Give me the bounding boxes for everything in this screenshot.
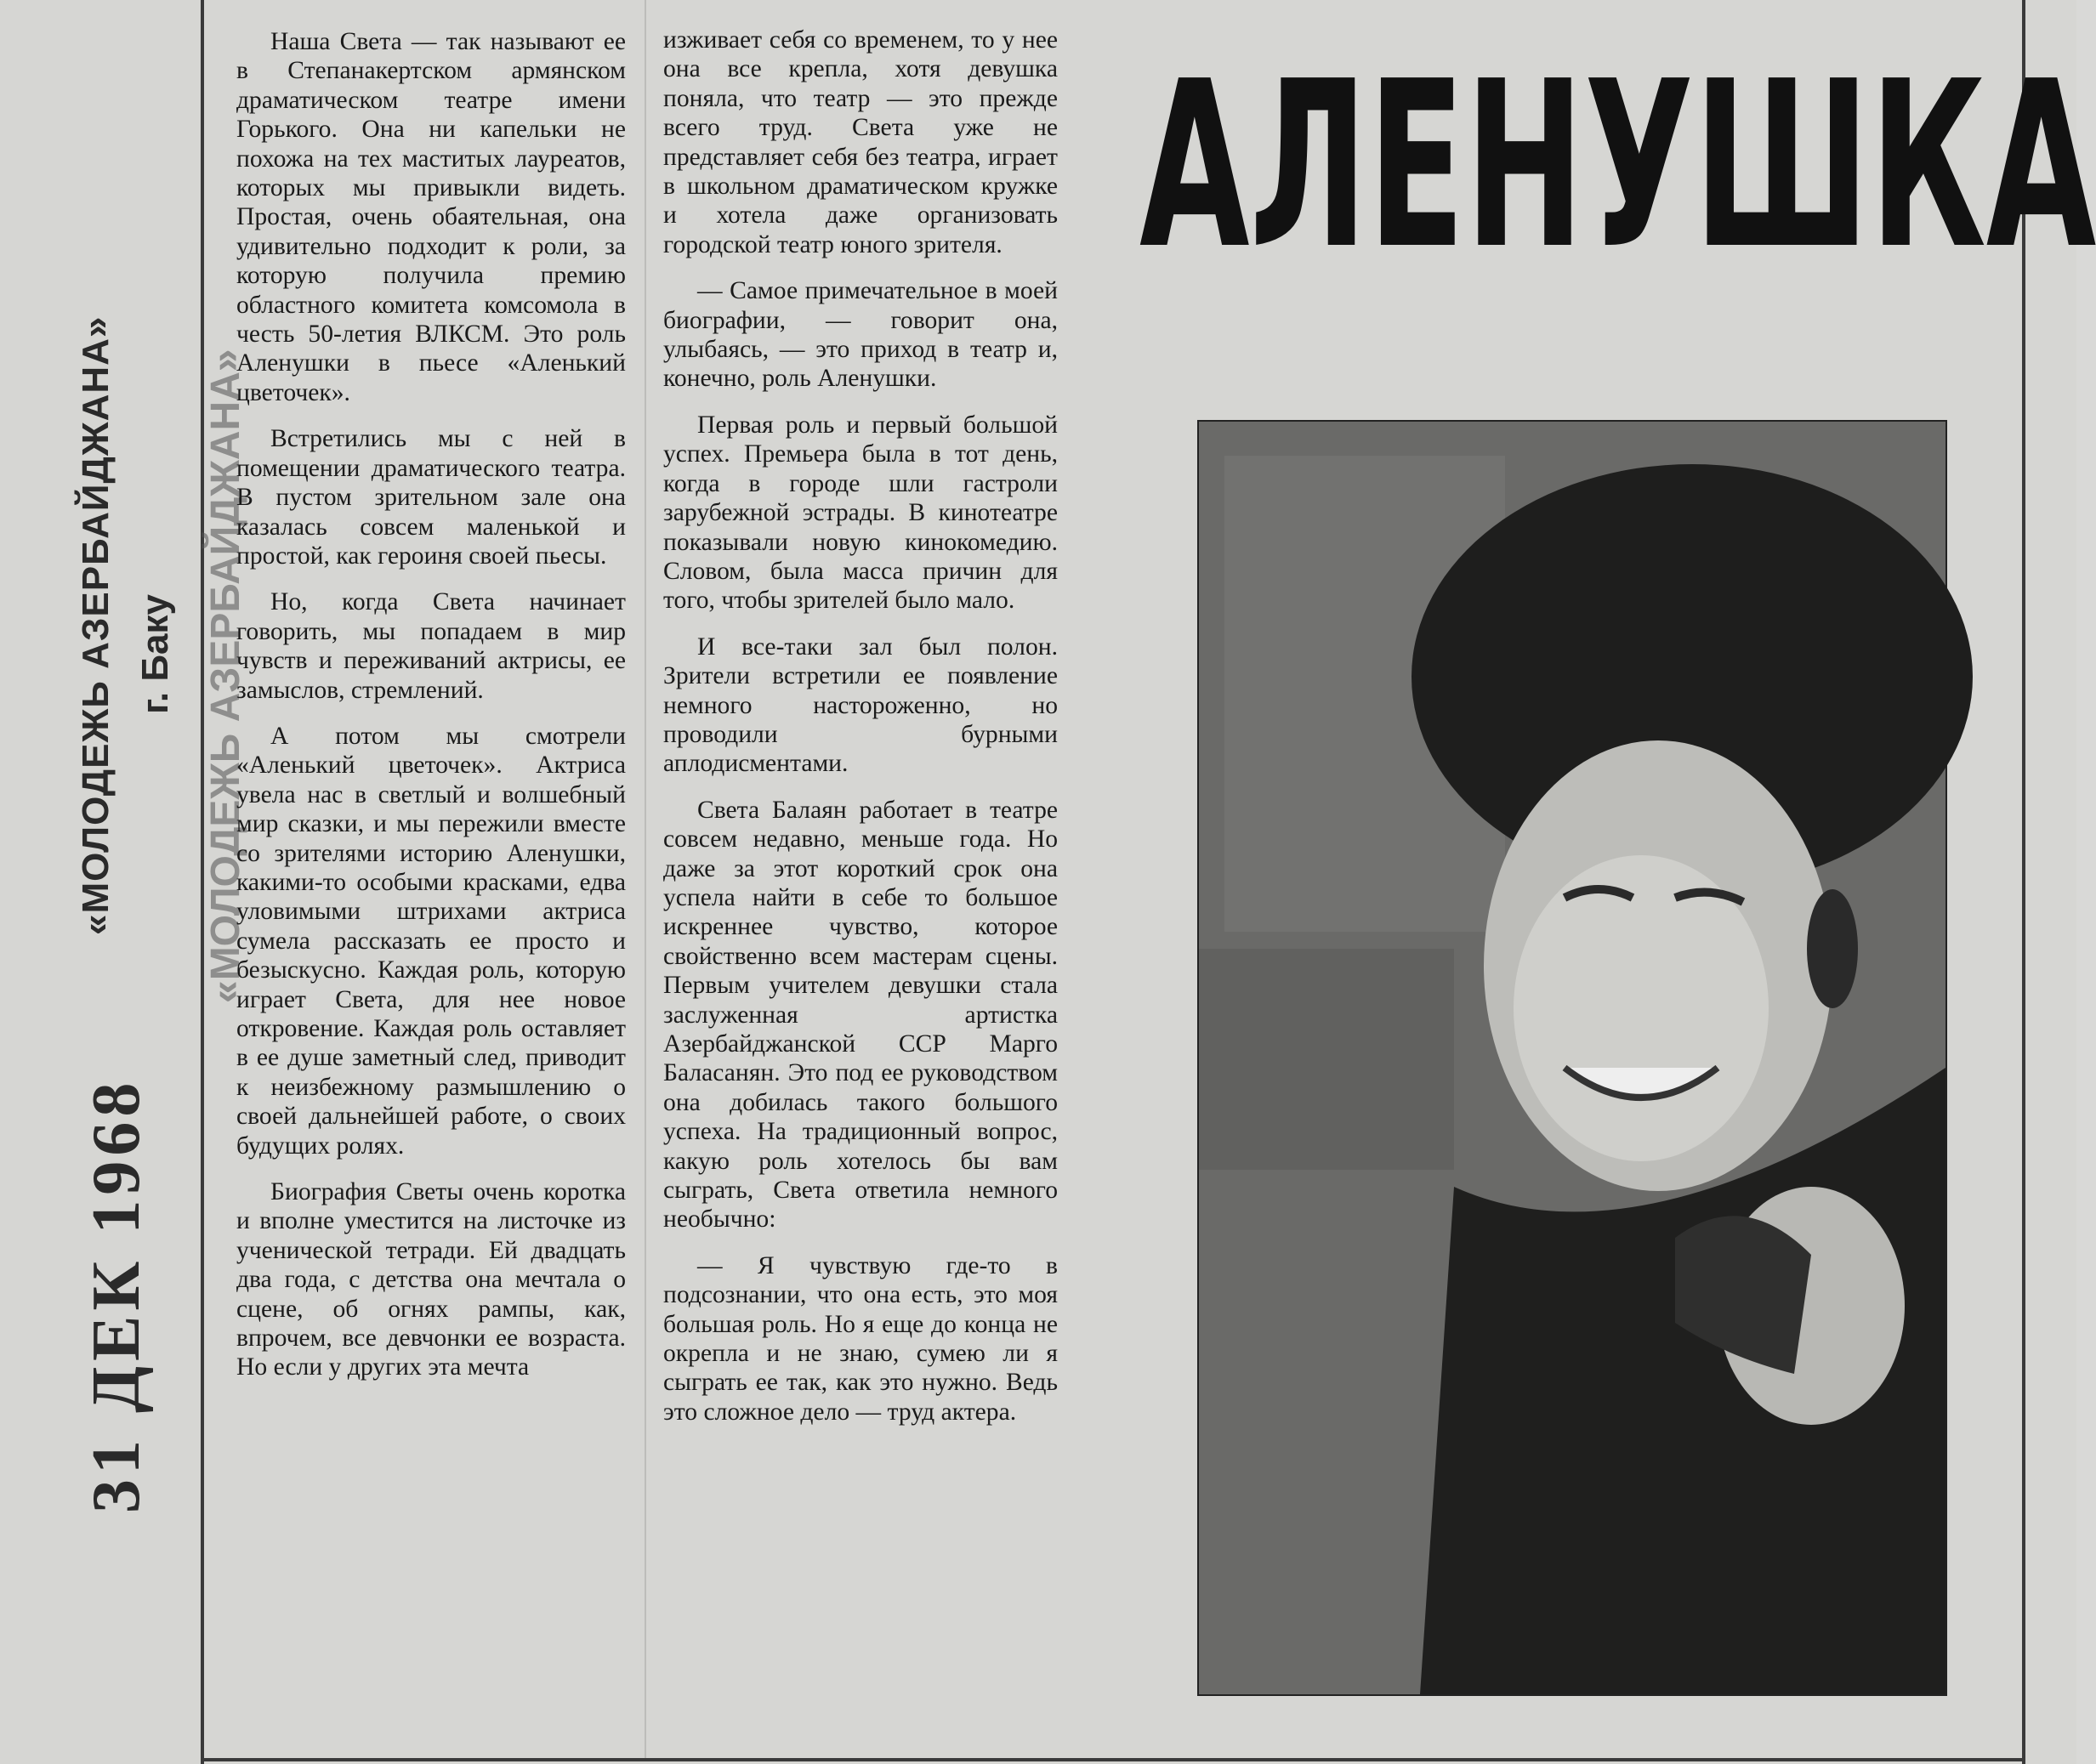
paragraph: И все-таки зал был полон. Зрители встретили ее появление немного настороженно, но проводили бурными аплодисментами. bbox=[663, 632, 1058, 778]
city-stamp: г. Баку bbox=[134, 594, 176, 714]
paragraph: — Я чувствую где-то в подсознании, что она есть, это моя большая роль. Но я еще до конца не окрепла и не знаю, сумею ли я сыграть ее так, как это нужно. Ведь это сложное дело — труд актера. bbox=[663, 1251, 1058, 1426]
headline-letter: А bbox=[1985, 31, 2096, 299]
paragraph: А потом мы смотрели «Аленький цветочек». Актриса увела нас в светлый и волшебный мир сказки, и мы пережили вместе со зрителями историю Аленушки, какими-то особыми красками, едва уловимыми штрихами актриса сумела рассказать ее просто и безыскусно. Каждая роль, которую играет Света, для нее новое откровение. Каждая роль оставляет в ее душе заметный след, приводит к неизбежному размышлению о своей дальнейшей работе, о своих будущих ролях. bbox=[236, 722, 626, 1160]
article-column-1 bbox=[236, 27, 626, 1399]
paragraph: Первая роль и первый большой успех. Премьера была в тот день, когда в городе шли гастроли зарубежной эстрады. В кинотеатре показывали новую кинокомедию. Словом, была масса причин для того, чтобы зрителей было мало. bbox=[663, 411, 1058, 615]
article-column-2 bbox=[663, 26, 1058, 1444]
faded-newspaper-stamp: «МОЛОДЕЖЬ АЗЕРБАЙДЖАНА» bbox=[203, 349, 248, 1003]
article-headline bbox=[1139, 26, 2096, 306]
date-stamp: 31 ДЕК 1968 bbox=[79, 1077, 154, 1513]
headline-text bbox=[1139, 31, 2096, 299]
paragraph: изживает себя со временем, то у нее она все крепла, хотя девушка поняла, что театр — это прежде всего труд. Света уже не представляет себя без театра, играет в школьном драматическом кружке и хотела даже организовать городской театр юного зрителя. bbox=[663, 26, 1058, 258]
paragraph: — Самое примечательное в моей биографии, — говорит она, улыбаясь, — это приход в театр и, конечно, роль Аленушки. bbox=[663, 277, 1058, 393]
headline-letter: Ш bbox=[1694, 31, 1870, 299]
headline-letter: А bbox=[1139, 31, 1250, 299]
paragraph: Наша Света — так называют ее в Степанакертском армянском драматическом театре имени Горького. Она ни капельки не похожа на тех маститых лауреатов, которых мы привыкли видеть. Простая, очень обаятельная, она удивительно подходит к роли, за которую получила премию областного комитета комсомола в честь 50-летия ВЛКСМ. Это роль Аленушки в пьесе «Аленький цветочек». bbox=[236, 28, 626, 406]
headline-letter: Н bbox=[1464, 31, 1585, 299]
headline-letter: К bbox=[1869, 31, 1986, 299]
newspaper-name-stamp: «МОЛОДЕЖЬ АЗЕРБАЙДЖАНА» bbox=[75, 315, 116, 935]
portrait-illustration bbox=[1199, 422, 1945, 1694]
paragraph: Но, когда Света начинает говорить, мы попадаем в мир чувств и переживаний актрисы, ее замыслов, стремлений. bbox=[236, 588, 626, 704]
headline-letter: У bbox=[1584, 31, 1695, 299]
paragraph: Биография Светы очень коротка и вполне уместится на листочке из ученической тетради. Ей двадцать два года, с детства она мечтала о сцене, об огнях рампы, как, впрочем, все девчонки ее возраста. Но если у других эта мечта bbox=[236, 1178, 626, 1381]
clipping-border-bottom bbox=[201, 1758, 2025, 1761]
actress-photo bbox=[1197, 420, 1947, 1696]
column-divider bbox=[645, 0, 646, 1758]
headline-letter: Е bbox=[1367, 31, 1465, 299]
paragraph: Встретились мы с ней в помещении драматического театра. В пустом зрительном зале она казалась совсем маленькой и простой, как героиня своей пьесы. bbox=[236, 425, 626, 570]
headline-letter: Л bbox=[1249, 31, 1368, 299]
paragraph: Света Балаян работает в театре совсем недавно, меньше года. Но даже за этот короткий срок она успела найти в себе то большое искреннее чувство, которое свойственно всем мастерам сцены. Первым учителем девушки стала заслуженная артистка Азербайджанской ССР Марго Баласанян. Это под ее руководством она добилась такого большого успеха. На традиционный вопрос, какую роль хотелось бы вам сыграть, Света ответила немного необычно: bbox=[663, 796, 1058, 1234]
